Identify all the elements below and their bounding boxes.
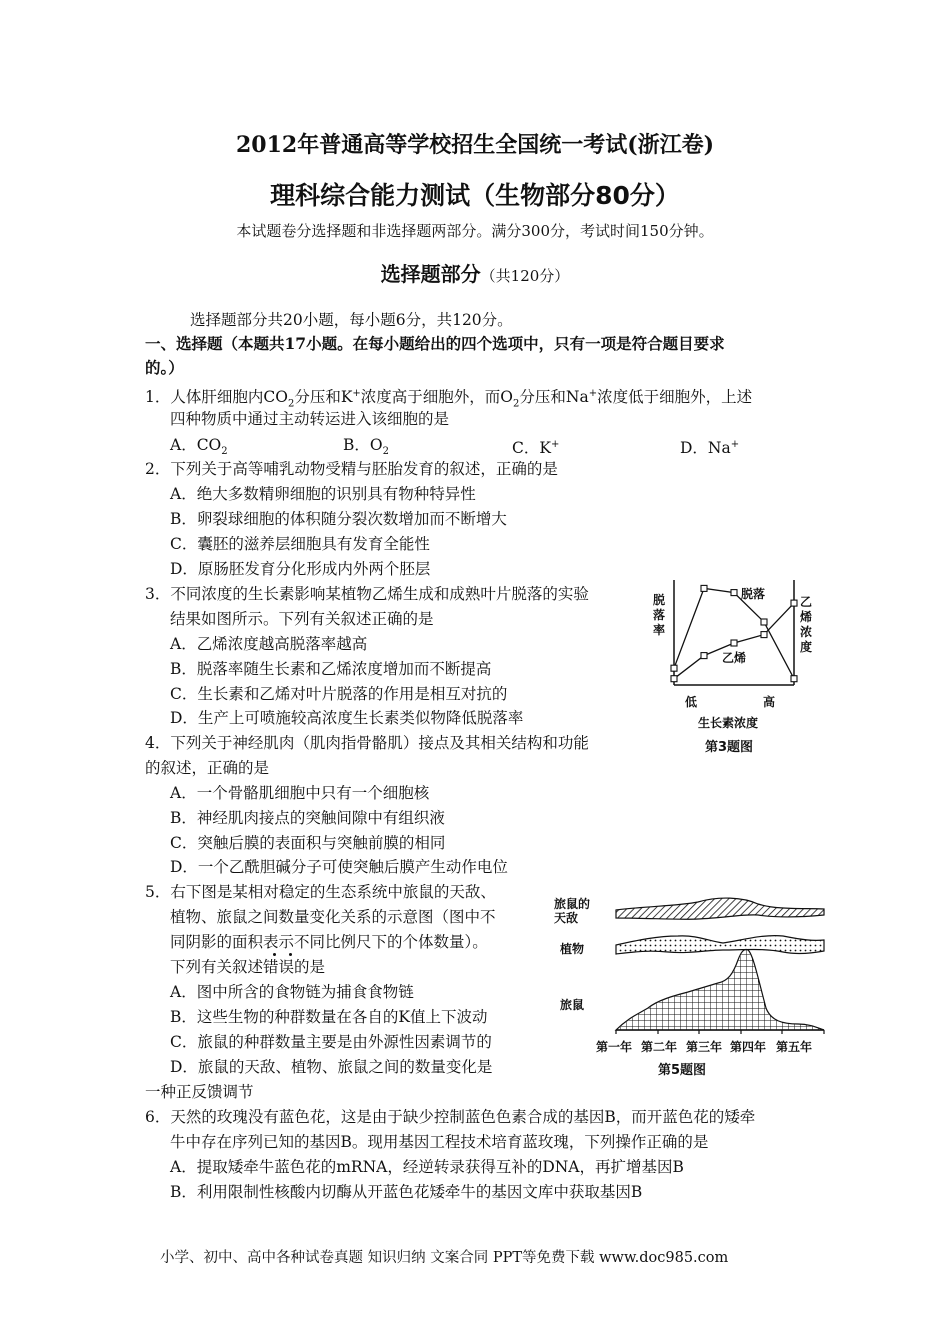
footer-ad: 小学、初中、高中各种试卷真题 知识归纳 文案合同 PPT等免费下载 www.doc985.com bbox=[160, 1250, 729, 1266]
plant-label: 植物 bbox=[560, 942, 585, 956]
q3-option-d: D．生产上可喷施较高浓度生长素类似物降低脱落率 bbox=[170, 709, 524, 727]
predator-band bbox=[616, 898, 824, 919]
q4-stem: 4．下列关于神经肌肉（肌肉指骨骼肌）接点及其相关结构和功能 bbox=[145, 734, 589, 752]
q5-stem-4: 下列有关叙述错误的是 bbox=[170, 958, 326, 976]
q2-option-b: B．卵裂球细胞的体积随分裂次数增加而不断增大 bbox=[170, 510, 507, 528]
data-point-shedding bbox=[731, 590, 737, 596]
exam-subtitle: 理科综合能力测试（生物部分80分） bbox=[270, 181, 680, 210]
part-heading: 一、选择题（本题共17小题。在每小题给出的四个选项中，只有一项是符合题目要求 bbox=[145, 334, 725, 353]
x-axis-label: 生长素浓度 bbox=[698, 716, 759, 730]
data-point-ethylene bbox=[701, 653, 707, 659]
q6-option-a: A．提取矮牵牛蓝色花的mRNA，经逆转录获得互补的DNA，再扩增基因B bbox=[170, 1158, 684, 1176]
q5-option-b: B．这些生物的种群数量在各自的K值上下波动 bbox=[170, 1008, 488, 1026]
year-label-3: 第三年 bbox=[686, 1040, 723, 1054]
emphasis-dot bbox=[289, 953, 292, 956]
series-label-ethylene: 乙烯 bbox=[722, 651, 747, 665]
figure-5-caption: 第5题图 bbox=[658, 1063, 707, 1078]
right-axis-label: 乙 烯 浓 度 bbox=[800, 595, 813, 654]
x-low-label: 低 bbox=[685, 695, 698, 709]
q5-option-c: C．旅鼠的种群数量主要是由外源性因素调节的 bbox=[170, 1033, 492, 1051]
intro-text: 选择题部分共20小题，每小题6分，共120分。 bbox=[190, 311, 513, 329]
data-point-shedding bbox=[761, 619, 767, 625]
figure-3 bbox=[645, 565, 835, 760]
q3-stem: 3．不同浓度的生长素影响某植物乙烯生成和成熟叶片脱落的实验 bbox=[145, 585, 589, 603]
exam-title: 2012年普通高等学校招生全国统一考试(浙江卷) bbox=[235, 132, 715, 158]
data-point-ethylene bbox=[671, 676, 677, 682]
section-score: （共120分） bbox=[480, 267, 570, 285]
data-point-shedding bbox=[701, 585, 707, 591]
q2-option-a: A．绝大多数精卵细胞的识别具有物种特异性 bbox=[170, 485, 476, 503]
q6-stem-cont: 牛中存在序列已知的基因B。现用基因工程技术培育蓝玫瑰，下列操作正确的是 bbox=[170, 1133, 709, 1151]
data-point-shedding bbox=[791, 676, 797, 682]
q2-stem: 2．下列关于高等哺乳动物受精与胚胎发育的叙述，正确的是 bbox=[145, 460, 558, 478]
part-heading-cont: 的。） bbox=[145, 358, 184, 377]
section-heading bbox=[0, 258, 950, 287]
q5-option-d: D．旅鼠的天敌、植物、旅鼠之间的数量变化是 bbox=[170, 1058, 493, 1076]
series-label-shedding: 脱落 bbox=[741, 587, 766, 601]
exam-note: 本试题卷分选择题和非选择题两部分。满分300分，考试时间150分钟。 bbox=[236, 222, 714, 240]
year-label-4: 第四年 bbox=[730, 1040, 767, 1054]
x-high-label: 高 bbox=[763, 695, 776, 709]
emphasis-dot bbox=[273, 953, 276, 956]
q4-option-b: B．神经肌肉接点的突触间隙中有组织液 bbox=[170, 809, 445, 827]
q1-option-c: C．K+ bbox=[512, 439, 560, 458]
figure-3-caption: 第3题图 bbox=[705, 740, 754, 755]
q5-option-d-cont: 一种正反馈调节 bbox=[145, 1083, 254, 1101]
lemming-label: 旅鼠 bbox=[560, 998, 585, 1012]
data-point-ethylene bbox=[731, 640, 737, 646]
q3-option-b: B．脱落率随生长素和乙烯浓度增加而不断提高 bbox=[170, 660, 492, 678]
q5-stem: 5．右下图是某相对稳定的生态系统中旅鼠的天敌、 bbox=[145, 883, 496, 901]
q6-option-b: B．利用限制性核酸内切酶从开蓝色花矮牵牛的基因文库中获取基因B bbox=[170, 1183, 643, 1201]
q1-option-a: A．$CO_2$ bbox=[170, 436, 228, 458]
section-title: 选择题部分 bbox=[380, 262, 481, 286]
data-point-ethylene bbox=[761, 632, 767, 638]
q6-stem: 6．天然的玫瑰没有蓝色花，这是由于缺少控制蓝色色素合成的基因B，而开蓝色花的矮牵 bbox=[145, 1108, 756, 1126]
q3-stem-cont: 结果如图所示。下列有关叙述正确的是 bbox=[170, 610, 434, 628]
q4-option-a: A．一个骨骼肌细胞中只有一个细胞核 bbox=[170, 784, 430, 802]
q1-option-d: D．Na+ bbox=[680, 439, 740, 458]
q4-stem-cont: 的叙述，正确的是 bbox=[145, 759, 270, 777]
year-label-1: 第一年 bbox=[596, 1040, 633, 1054]
q4-option-c: C．突触后膜的表面积与突触前膜的相同 bbox=[170, 834, 446, 852]
figure-5 bbox=[548, 888, 828, 1080]
plant-band bbox=[616, 936, 824, 954]
q5-stem-2: 植物、旅鼠之间数量变化关系的示意图（图中不 bbox=[170, 908, 496, 926]
left-axis-label: 脱 落 率 bbox=[653, 593, 666, 637]
lemming-area bbox=[616, 949, 824, 1030]
q1-stem-cont: 四种物质中通过主动转运进入该细胞的是 bbox=[170, 410, 450, 428]
q2-option-d: D．原肠胚发育分化形成内外两个胚层 bbox=[170, 560, 431, 578]
year-label-2: 第二年 bbox=[641, 1040, 678, 1054]
q1-option-b: B．$O_2$ bbox=[343, 436, 389, 458]
year-label-5: 第五年 bbox=[776, 1040, 813, 1054]
predator-label: 旅鼠的 天敌 bbox=[554, 897, 591, 925]
q3-option-c: C．生长素和乙烯对叶片脱落的作用是相互对抗的 bbox=[170, 685, 508, 703]
q5-stem-3: 同阴影的面积表示不同比例尺下的个体数量）。 bbox=[170, 933, 488, 951]
q5-option-a: A．图中所含的食物链为捕食食物链 bbox=[170, 983, 414, 1001]
data-point-shedding bbox=[671, 665, 677, 671]
data-point-ethylene bbox=[791, 600, 797, 606]
q3-option-a: A．乙烯浓度越高脱落率越高 bbox=[170, 635, 368, 653]
q1-stem: 1．人体肝细胞内$CO_2$分压和K+浓度高于细胞外，而$O_2$分压和Na+浓度低于细胞外，上述 bbox=[145, 388, 753, 410]
q2-option-c: C．囊胚的滋养层细胞具有发育全能性 bbox=[170, 535, 430, 553]
q4-option-d: D．一个乙酰胆碱分子可使突触后膜产生动作电位 bbox=[170, 858, 508, 876]
